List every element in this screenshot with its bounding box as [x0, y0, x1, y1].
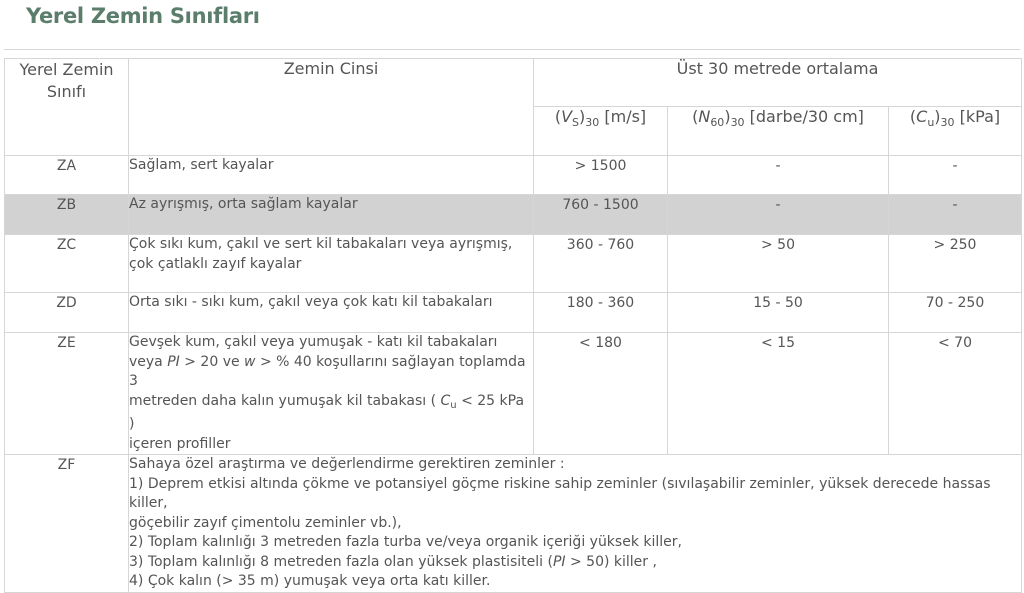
text-fragment: > % 40 koşullarını sağlayan toplamda 3	[129, 353, 526, 389]
header-cu-unit: [kPa]	[959, 107, 1001, 126]
table-row-zf	[5, 455, 1022, 593]
header-n60-sub: 60	[710, 116, 725, 129]
header-row-1	[5, 59, 1022, 107]
zf-item-1: 1) Deprem etkisi altında çökme ve potansiyel göçme riskine sahip zeminler (sıvılaşabilir zeminler, yüksek derecede hassas killer,	[129, 475, 991, 511]
text-fragment: metreden daha kalın yumuşak kil tabakası (	[129, 392, 441, 409]
vs-value: 360 - 760	[534, 235, 668, 293]
vs-value: 180 - 360	[534, 293, 668, 333]
soil-type-line	[129, 392, 533, 435]
zf-intro: Sahaya özel araştırma ve değerlendirme gerektiren zeminler :	[129, 456, 565, 472]
cu-value: -	[889, 156, 1022, 195]
header-vs: $(V_S)_{30}$ [m/s]	[534, 107, 668, 156]
soil-type-description	[129, 235, 534, 293]
table-row-za	[5, 156, 1022, 195]
soil-class-code: ZF	[5, 455, 129, 593]
text-fragment: < 25 kPa )	[129, 392, 525, 432]
header-soil-class-line1: Yerel Zemin	[19, 60, 114, 79]
soil-type-line: Çok sıkı kum, çakıl ve sert kil tabakaları veya ayrışmış,	[129, 236, 513, 252]
zf-item-3	[129, 553, 1021, 573]
soil-class-code: ZD	[5, 293, 129, 333]
table-row-zb	[5, 195, 1022, 235]
soil-type-description: Orta sıkı - sıkı kum, çakıl veya çok katı kil tabakaları	[129, 293, 534, 333]
soil-type-line	[129, 353, 533, 392]
w-symbol: w	[244, 353, 256, 370]
soil-class-code: ZB	[5, 195, 129, 235]
header-n60-unit: [darbe/30 cm]	[749, 107, 864, 126]
header-n60-var: N	[698, 107, 711, 126]
soil-type-line: içeren profiller	[129, 435, 231, 452]
vs-value: > 1500	[534, 156, 668, 195]
table-row-zc	[5, 235, 1022, 293]
header-cu-sub: u	[927, 116, 935, 129]
soil-type-line: Gevşek kum, çakıl veya yumuşak - katı kil tabakaları	[129, 334, 498, 350]
cu-value: 70 - 250	[889, 293, 1022, 333]
text-fragment: 3) Toplam kalınlığı 8 metreden fazla olan yüksek plastisiteli (	[129, 553, 553, 570]
soil-type-description: Az ayrışmış, orta sağlam kayalar	[129, 195, 534, 235]
cu-symbol-sub: u	[450, 399, 457, 411]
header-cu-postsub: 30	[940, 116, 955, 129]
soil-class-code: ZC	[5, 235, 129, 293]
header-cu: $(C_u)_{30}$ [kPa]	[889, 107, 1022, 156]
header-vs-sub: S	[572, 116, 580, 129]
table-row-ze	[5, 333, 1022, 455]
n60-value: -	[668, 195, 889, 235]
header-n60: $(N_{60})_{30}$ [darbe/30 cm]	[668, 107, 889, 156]
n60-value: > 50	[668, 235, 889, 293]
cu-symbol: C	[440, 392, 451, 409]
vs-value: 760 - 1500	[534, 195, 668, 235]
soil-type-description	[129, 333, 534, 455]
header-cu-var: C	[916, 107, 928, 126]
header-soil-class-line2: Sınıfı	[46, 82, 87, 101]
pi-symbol: PI	[167, 353, 180, 370]
header-vs-var: V	[561, 107, 573, 126]
soil-type-description: Sağlam, sert kayalar	[129, 156, 534, 195]
header-vs-unit: [m/s]	[604, 107, 647, 126]
table-row-zd	[5, 293, 1022, 333]
title-divider	[4, 49, 1020, 50]
header-group-avg: Üst 30 metrede ortalama	[534, 59, 1022, 107]
header-soil-type: Zemin Cinsi	[129, 59, 534, 156]
n60-value: 15 - 50	[668, 293, 889, 333]
cu-value: > 250	[889, 235, 1022, 293]
text-fragment: veya	[129, 353, 168, 370]
zf-item-4: 4) Çok kalın (> 35 m) yumuşak veya orta katı killer.	[129, 573, 491, 589]
page-title: Yerel Zemin Sınıfları	[26, 4, 260, 28]
soil-class-table	[4, 58, 1022, 593]
zf-item-2: 2) Toplam kalınlığı 3 metreden fazla turba ve/veya organik içeriği yüksek killer,	[129, 534, 682, 550]
zf-description	[129, 455, 1022, 593]
text-fragment: > 50) killer ,	[565, 553, 657, 570]
cu-value: < 70	[889, 333, 1022, 455]
header-vs-postsub: 30	[585, 116, 600, 129]
soil-class-code: ZA	[5, 156, 129, 195]
text-fragment: > 20 ve	[179, 353, 245, 370]
n60-value: -	[668, 156, 889, 195]
n60-value: < 15	[668, 333, 889, 455]
soil-class-code: ZE	[5, 333, 129, 455]
soil-type-line: çok çatlaklı zayıf kayalar	[129, 255, 302, 272]
pi-symbol: PI	[552, 553, 566, 570]
header-soil-class	[5, 59, 129, 156]
header-n60-postsub: 30	[730, 116, 745, 129]
cu-value: -	[889, 195, 1022, 235]
zf-item-1-cont: göçebilir zayıf çimentolu zeminler vb.),	[129, 514, 402, 531]
vs-value: < 180	[534, 333, 668, 455]
